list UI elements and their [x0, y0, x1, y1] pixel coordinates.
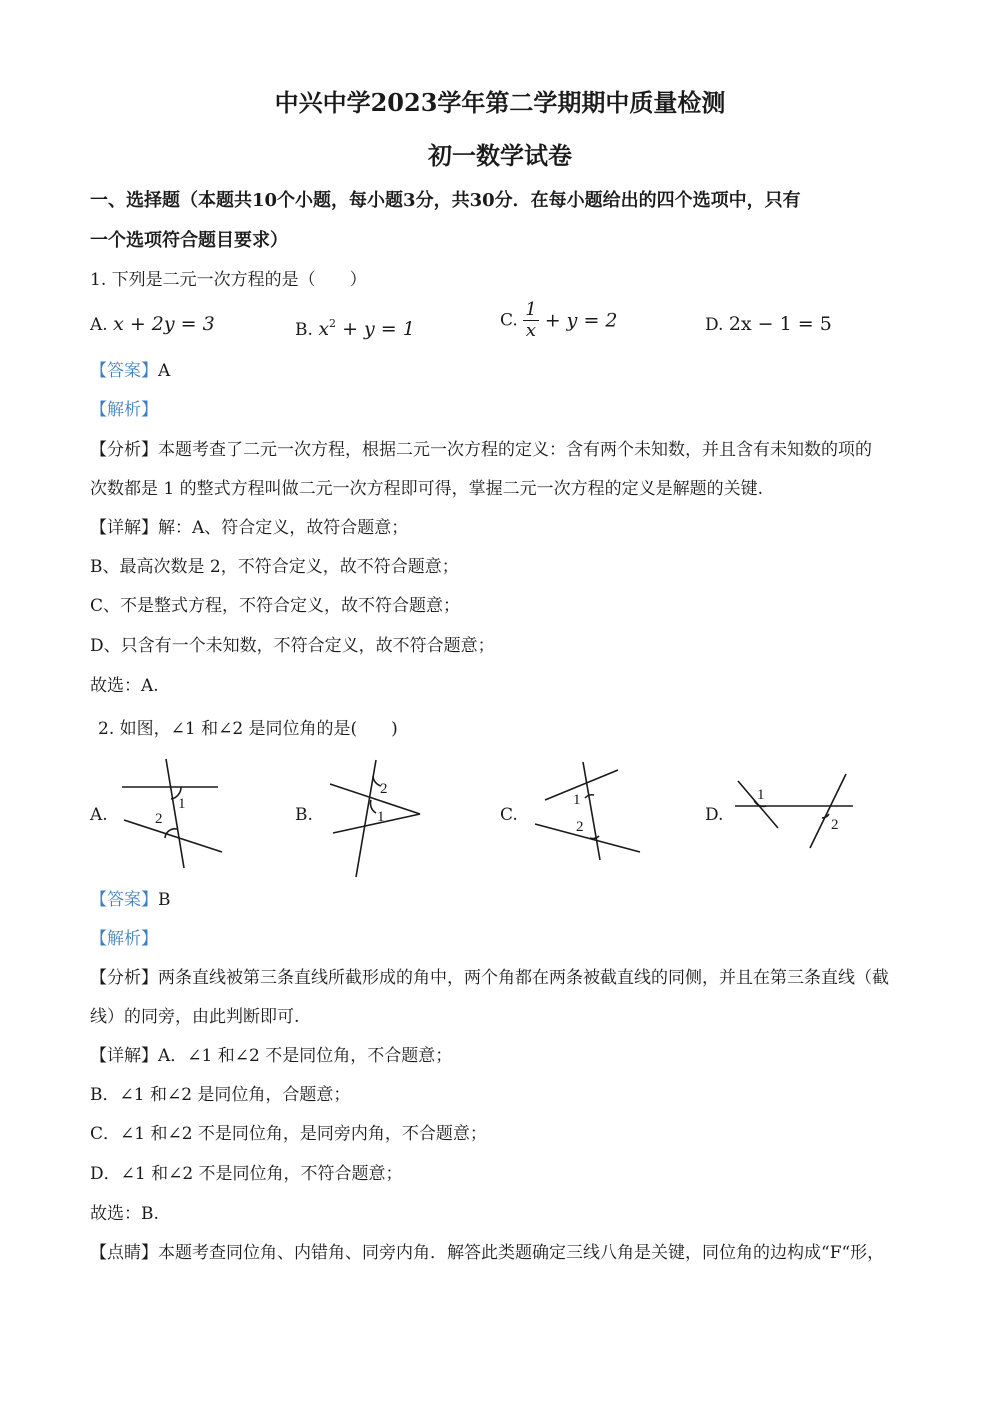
figure-c-transversal: [583, 762, 600, 860]
q2-detail-line4: D．∠1 和∠2 不是同位角，不符合题意；: [90, 1164, 403, 1184]
exam-subtitle: 初一数学试卷: [428, 141, 572, 170]
figure-b-line-upper: [330, 784, 420, 814]
q2-detail: [90, 1044, 930, 1068]
q1-analysis-tag: 【解析】: [90, 400, 158, 420]
q1-answer-tag: 【答案】: [90, 361, 158, 381]
q2-answer: [90, 888, 930, 912]
figure-c-line-lower: [535, 824, 640, 852]
q2-fenxi-tag: 【分析】: [90, 968, 158, 988]
figure-d-angle2: 2: [831, 817, 839, 833]
q1-option-d-expr: 2x − 1 = 5: [728, 313, 832, 335]
q1-option-b-sup: 2: [329, 317, 337, 330]
q1-answer-value: A: [158, 361, 171, 381]
figure-b-label: B.: [295, 805, 313, 825]
q2-detail-line3: C．∠1 和∠2 不是同位角，是同旁内角，不合题意；: [90, 1124, 487, 1144]
q1-detail-line2: B、最高次数是 2，不符合定义，故不符合题意；: [90, 557, 459, 577]
q1-detail-line4: D、只含有一个未知数，不符合定义，故不符合题意；: [90, 636, 495, 656]
q1-fenxi-text1: 本题考查了二元一次方程，根据二元一次方程的定义：含有两个未知数，并且含有未知数的项的: [158, 440, 872, 460]
figure-a-angle2: 2: [155, 811, 163, 827]
q2-fenxi: [90, 966, 930, 990]
q2-detail-tag: 【详解】: [90, 1046, 158, 1066]
figure-c-line-upper: [545, 770, 618, 800]
section-heading-line1: 一、选择题（本题共10个小题，每小题3分，共30分．在每小题给出的四个选项中，只有: [90, 190, 801, 211]
figure-d: [735, 774, 853, 848]
figure-b-angle1: 1: [377, 809, 385, 825]
q1-option-a-label: A.: [90, 315, 108, 335]
figure-a-line-bottom: [124, 820, 222, 852]
figure-a: [122, 759, 222, 868]
q1-option-c-rest: + y = 2: [538, 309, 618, 332]
figure-b-arc1: [370, 800, 376, 813]
q2-detail-text1: A．∠1 和∠2 不是同位角，不合题意；: [158, 1046, 453, 1066]
exam-title: 中兴中学2023学年第二学期期中质量检测: [274, 88, 726, 117]
q1-option-c-num: 1: [525, 299, 537, 320]
q1-stem: 1. 下列是二元一次方程的是（ ）: [90, 270, 367, 290]
figure-c-arc2: [590, 836, 599, 838]
figure-b: [330, 760, 420, 877]
q2-dianjing-tag: 【点睛】: [90, 1243, 158, 1263]
q1-detail-text1: 解：A、符合定义，故符合题意；: [158, 518, 409, 538]
figure-a-transversal: [166, 759, 184, 868]
figure-d-line-right: [810, 774, 846, 848]
q2-fenxi-line2: 线）的同旁，由此判断即可.: [90, 1007, 300, 1027]
q1-detail-tag: 【详解】: [90, 518, 158, 538]
q2-detail-line2: B．∠1 和∠2 是同位角，合题意；: [90, 1085, 351, 1105]
section-heading-line2: 一个选项符合题目要求）: [90, 230, 288, 251]
figure-c: [535, 762, 640, 860]
figure-b-angle2: 2: [380, 781, 388, 797]
q2-choose: 故选：B.: [90, 1204, 159, 1224]
figure-a-angle1: 1: [178, 796, 186, 812]
q2-analysis: [90, 927, 930, 951]
figure-a-label: A.: [90, 805, 108, 825]
q1-option-a-expr: x + 2y = 3: [113, 313, 215, 335]
q1-fenxi-line2: 次数都是 1 的整式方程叫做二元一次方程即可得，掌握二元一次方程的定义是解题的关键.: [90, 479, 764, 499]
figure-d-label: D.: [705, 805, 724, 825]
q2-analysis-tag: 【解析】: [90, 929, 158, 949]
q1-option-d-label: D.: [705, 315, 724, 335]
q1-option-b-label: B.: [295, 320, 313, 340]
q2-dianjing-text: 本题考查同位角、内错角、同旁内角．解答此类题确定三线八角是关键，同位角的边构成“F“形，: [158, 1243, 885, 1263]
q1-option-c-den: x: [525, 320, 537, 341]
q2-answer-value: B: [158, 890, 171, 910]
q2-fenxi-text1: 两条直线被第三条直线所截形成的角中，两个角都在两条被截直线的同侧，并且在第三条直线（截: [158, 968, 889, 988]
figure-c-label: C.: [500, 805, 518, 825]
q1-option-c-label: C.: [500, 310, 518, 331]
q2-answer-tag: 【答案】: [90, 890, 158, 910]
q1-choose: 故选：A.: [90, 676, 159, 696]
figure-c-angle2: 2: [576, 819, 584, 835]
q1-detail-line3: C、不是整式方程，不符合定义，故不符合题意；: [90, 596, 461, 616]
q1-option-b-rest: + y = 1: [336, 318, 415, 340]
figure-c-angle1: 1: [573, 792, 581, 808]
q2-dianjing: [90, 1241, 930, 1265]
figure-d-angle1: 1: [757, 787, 765, 803]
q2-stem: 2. 如图，∠1 和∠2 是同位角的是( ): [98, 719, 398, 739]
q1-option-b-base: x: [318, 318, 330, 340]
q1-fenxi-tag: 【分析】: [90, 440, 158, 460]
